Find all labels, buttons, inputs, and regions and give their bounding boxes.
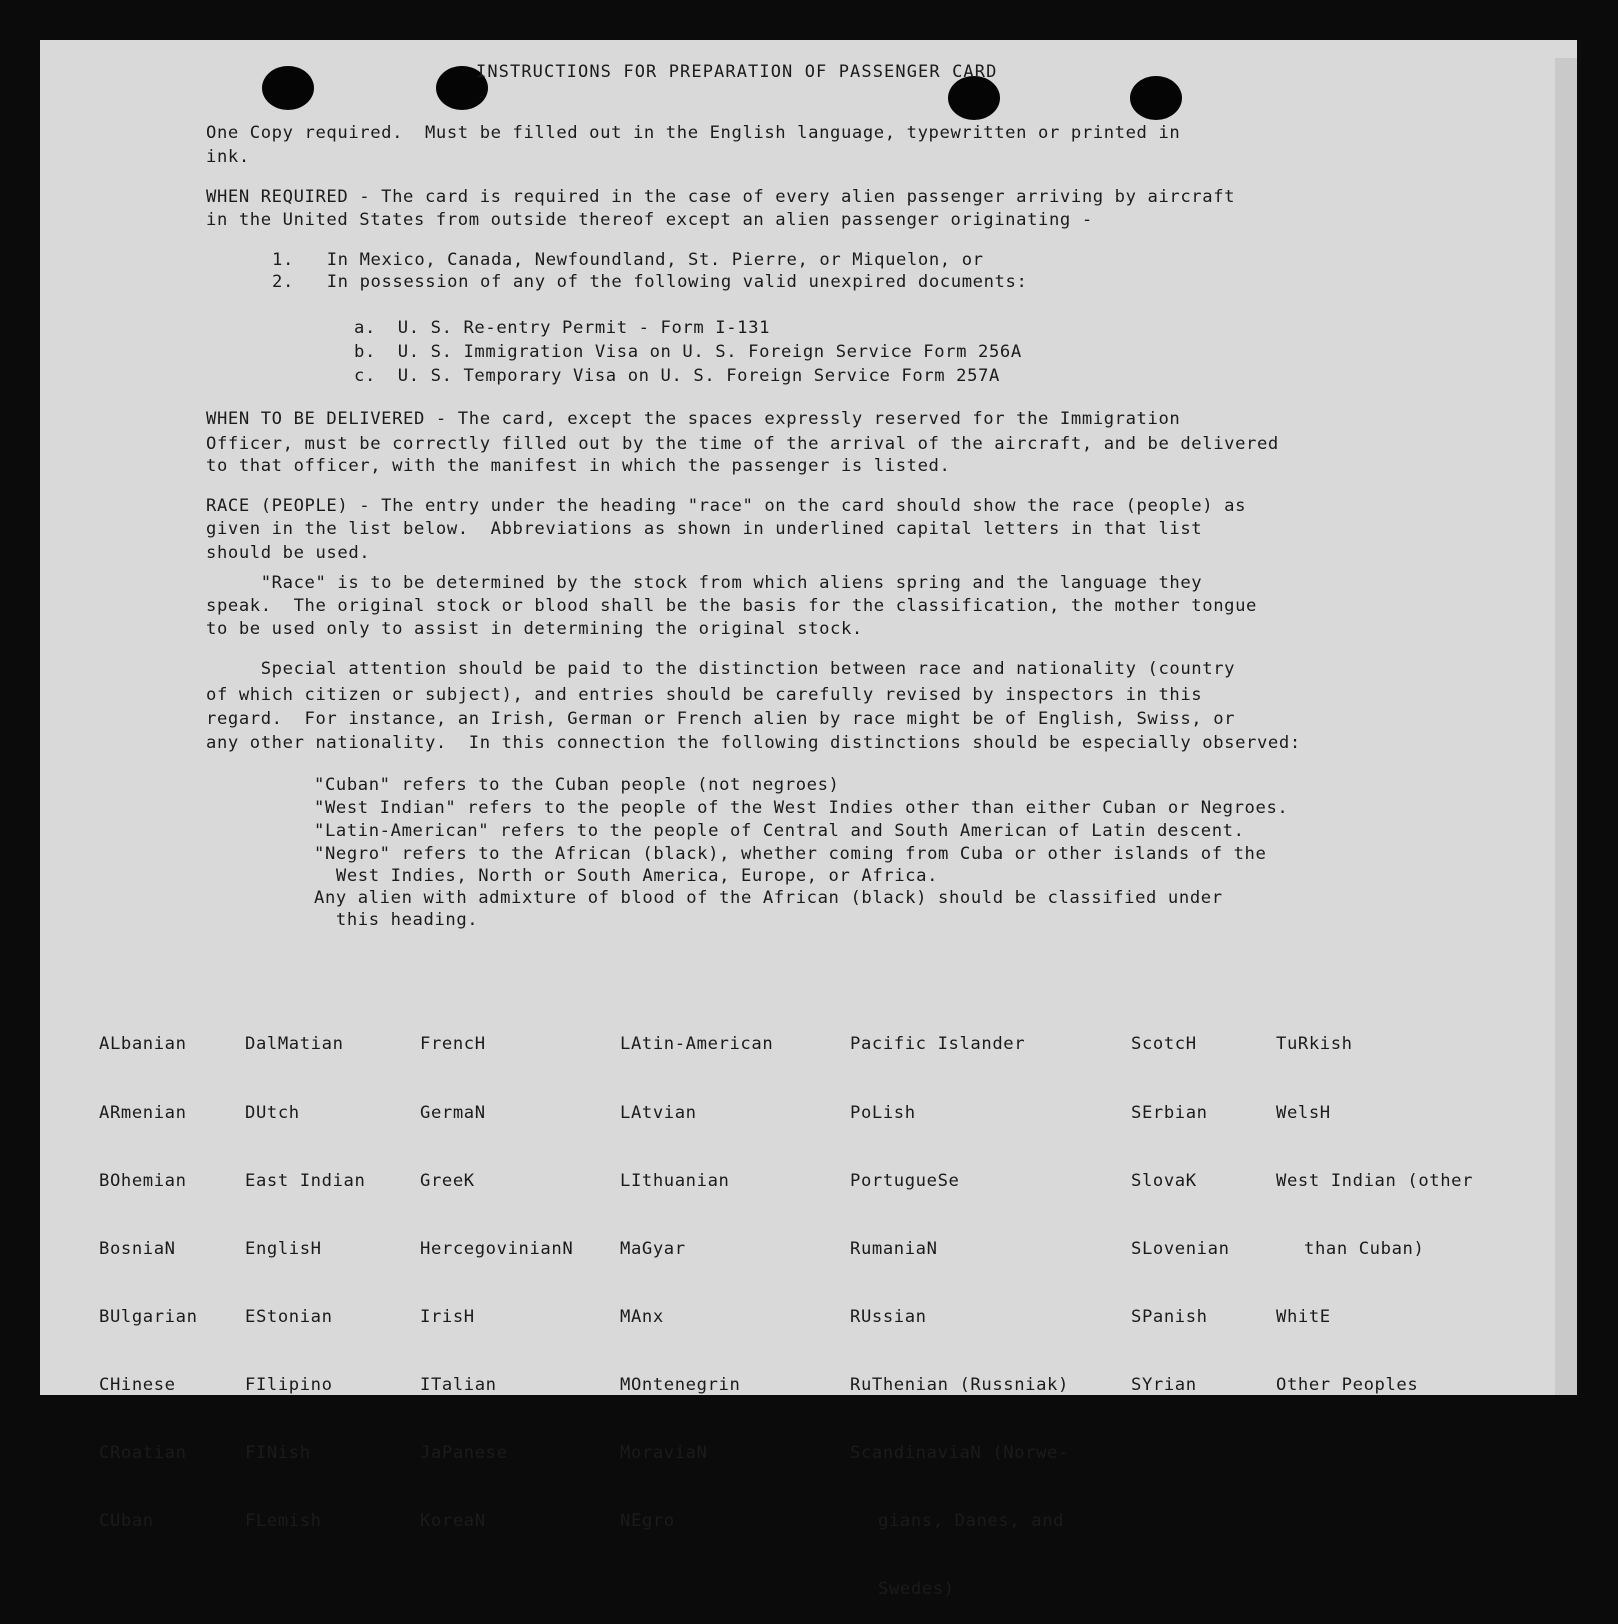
race-entry: Other Peoples <box>1276 1374 1419 1395</box>
race-entry: FIlipino <box>245 1374 333 1395</box>
document-title: INSTRUCTIONS FOR PREPARATION OF PASSENGER CARD <box>476 62 998 82</box>
race-entry: ALbanian <box>99 1034 187 1055</box>
race-entry: IrisH <box>420 1306 475 1327</box>
lettered-item: c. U. S. Temporary Visa on U. S. Foreign Service Form 257A <box>354 366 1000 386</box>
race-stock-line: "Race" is to be determined by the stock from which aliens spring and the language they <box>206 573 1203 593</box>
race-list-column <box>1276 988 1473 1419</box>
when-delivered-line: to that officer, with the manifest in which the passenger is listed. <box>206 456 951 476</box>
distinction-line: West Indies, North or South America, Europe, or Africa. <box>314 866 939 886</box>
race-entry: CUban <box>99 1511 154 1532</box>
race-people-line: given in the list below. Abbreviations as shown in underlined capital letters in that list <box>206 519 1203 539</box>
race-entry: BUlgarian <box>99 1306 198 1327</box>
race-entry: GermaN <box>420 1102 486 1123</box>
distinction-line: "Cuban" refers to the Cuban people (not negroes) <box>314 775 840 795</box>
race-entry: MOntenegrin <box>620 1374 741 1395</box>
race-entry: SLovenian <box>1131 1238 1230 1259</box>
when-delivered-line: Officer, must be correctly filled out by the time of the arrival of the aircraft, and be delivered <box>206 434 1279 454</box>
race-list-column <box>1131 988 1230 1419</box>
race-entry: DalMatian <box>245 1034 344 1055</box>
race-entry: ITalian <box>420 1374 497 1395</box>
race-list-column <box>245 988 365 1555</box>
punch-hole <box>948 76 1000 120</box>
race-entry: GreeK <box>420 1170 475 1191</box>
race-entry: CHinese <box>99 1374 176 1395</box>
race-entry: JaPanese <box>420 1442 508 1463</box>
race-entry: BosniaN <box>99 1238 176 1259</box>
race-list-column <box>99 988 198 1555</box>
race-entry: SPanish <box>1131 1306 1208 1327</box>
race-entry: TuRkish <box>1276 1034 1353 1055</box>
race-stock-line: to be used only to assist in determining the original stock. <box>206 619 863 639</box>
race-list-column <box>620 988 773 1555</box>
race-entry: LIthuanian <box>620 1170 730 1191</box>
race-list-column <box>850 988 1069 1624</box>
lettered-item: b. U. S. Immigration Visa on U. S. Foreign Service Form 256A <box>354 342 1022 362</box>
race-entry: PortugueSe <box>850 1170 960 1191</box>
distinction-line: "Latin-American" refers to the people of Central and South American of Latin descent. <box>314 821 1245 841</box>
lettered-item: a. U. S. Re-entry Permit - Form I-131 <box>354 318 771 338</box>
race-entry: DUtch <box>245 1102 300 1123</box>
when-delivered-line: WHEN TO BE DELIVERED - The card, except the spaces expressly reserved for the Immigration <box>206 409 1181 429</box>
race-people-line: RACE (PEOPLE) - The entry under the heading "race" on the card should show the race (people) as <box>206 496 1247 516</box>
race-stock-line: speak. The original stock or blood shall be the basis for the classification, the mother tongue <box>206 596 1257 616</box>
intro-line: ink. <box>206 147 250 167</box>
race-entry: MoraviaN <box>620 1442 708 1463</box>
race-entry: East Indian <box>245 1170 366 1191</box>
race-entry: FLemish <box>245 1511 322 1532</box>
race-entry: EnglisH <box>245 1238 322 1259</box>
distinction-line: "Negro" refers to the African (black), whether coming from Cuba or other islands of the <box>314 844 1267 864</box>
race-entry: KoreaN <box>420 1511 486 1532</box>
race-entry: FINish <box>245 1442 311 1463</box>
race-entry: PoLish <box>850 1102 916 1123</box>
when-required-line: in the United States from outside thereof except an alien passenger originating - <box>206 210 1093 230</box>
when-required-line: WHEN REQUIRED - The card is required in the case of every alien passenger arriving by aircraft <box>206 187 1236 207</box>
race-entry: RumaniaN <box>850 1238 938 1259</box>
race-list-column <box>420 988 573 1555</box>
distinction-line: this heading. <box>314 910 479 930</box>
race-entry: BOhemian <box>99 1170 187 1191</box>
race-people-line: should be used. <box>206 543 371 563</box>
race-entry: ScandinaviaN (Norwe- <box>850 1442 1069 1463</box>
race-entry: MAnx <box>620 1306 664 1327</box>
special-attention-line: Special attention should be paid to the distinction between race and nationality (country <box>206 659 1236 679</box>
race-entry: EStonian <box>245 1306 333 1327</box>
race-entry: SErbian <box>1131 1102 1208 1123</box>
race-entry: WhitE <box>1276 1306 1331 1327</box>
race-entry: RUssian <box>850 1306 927 1327</box>
race-entry: SYrian <box>1131 1374 1197 1395</box>
race-entry: LAtvian <box>620 1102 697 1123</box>
distinction-line: "West Indian" refers to the people of the West Indies other than either Cuban or Negroes. <box>314 798 1289 818</box>
race-entry: FrencH <box>420 1034 486 1055</box>
race-entry: Pacific Islander <box>850 1034 1026 1055</box>
race-entry: WelsH <box>1276 1102 1331 1123</box>
race-entry: CRoatian <box>99 1442 187 1463</box>
punch-hole <box>262 66 314 110</box>
special-attention-line: any other nationality. In this connection the following distinctions should be especially observed: <box>206 733 1301 753</box>
race-entry: Swedes) <box>878 1579 955 1600</box>
race-entry: RuThenian (Russniak) <box>850 1374 1069 1395</box>
special-attention-line: regard. For instance, an Irish, German or French alien by race might be of English, Swiss, or <box>206 709 1236 729</box>
race-entry: than Cuban) <box>1304 1238 1425 1259</box>
race-entry: West Indian (other <box>1276 1170 1474 1191</box>
special-attention-line: of which citizen or subject), and entries should be carefully revised by inspectors in this <box>206 685 1203 705</box>
race-entry: ScotcH <box>1131 1034 1197 1055</box>
race-entry: MaGyar <box>620 1238 686 1259</box>
race-entry: ARmenian <box>99 1102 187 1123</box>
numbered-item: 1. In Mexico, Canada, Newfoundland, St. Pierre, or Miquelon, or <box>272 250 984 270</box>
distinction-line: Any alien with admixture of blood of the African (black) should be classified under <box>314 888 1223 908</box>
race-entry: NEgro <box>620 1511 675 1532</box>
race-entry: HercegovinianN <box>420 1238 574 1259</box>
race-entry: LAtin-American <box>620 1034 774 1055</box>
race-entry: SlovaK <box>1131 1170 1197 1191</box>
race-entry: gians, Danes, and <box>878 1511 1065 1532</box>
intro-line: One Copy required. Must be filled out in the English language, typewritten or printed in <box>206 123 1181 143</box>
numbered-item: 2. In possession of any of the following valid unexpired documents: <box>272 272 1028 292</box>
page-edge-shadow <box>1555 58 1577 1395</box>
punch-hole <box>1130 76 1182 120</box>
